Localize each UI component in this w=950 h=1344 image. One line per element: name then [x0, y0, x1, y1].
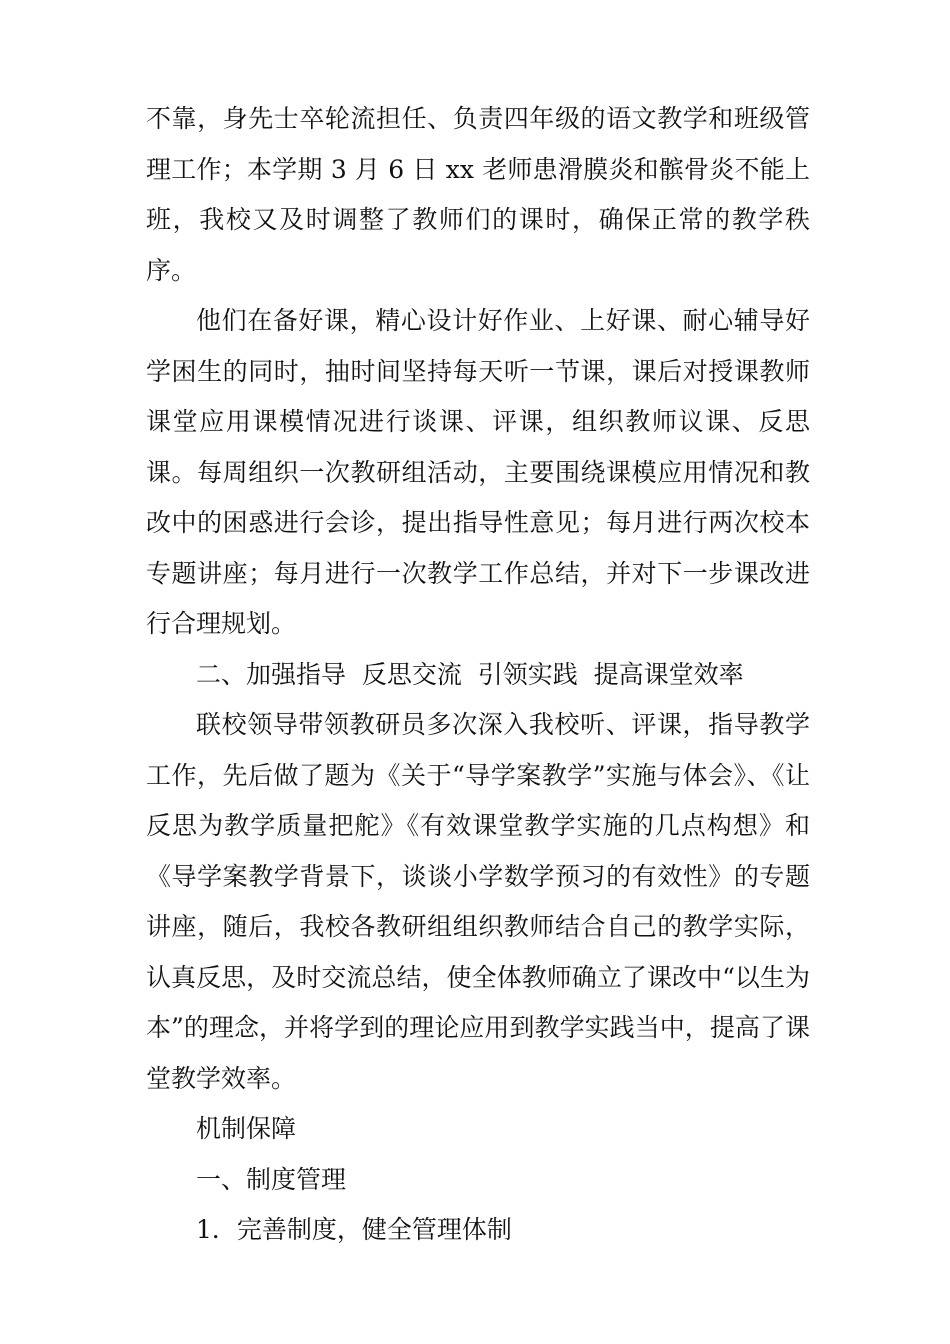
section-heading-system-management: 一、制度管理 — [196, 1164, 347, 1194]
section-heading-mechanism: 机制保障 — [196, 1114, 297, 1143]
section-heading-guidance: 二、加强指导 反思交流 引领实践 提高课堂效率 — [196, 659, 744, 689]
subsection-heading-improve-system: 1．完善制度，健全管理体制 — [196, 1215, 512, 1244]
paragraph-continuation: 不靠，身先士卒轮流担任、负责四年级的语文教学和班级管理工作；本学期 3 月 6 日 xx 老师患滑膜炎和髌骨炎不能上班，我校又及时调整了教师们的课时，确保正常的教学秩序。 — [146, 104, 810, 285]
document-page — [146, 94, 810, 1256]
paragraph-lectures: 联校领导带领教研员多次深入我校听、评课，指导教学工作，先后做了题为《关于“导学案教学”实施与体会》、《让反思为教学质量把舵》《有效课堂教学实施的几点构想》和《导学案教学背景下，谈谈小学数学预习的有效性》的专题讲座，随后，我校各教研组组织教师结合自己的教学实际，认真反思，及时交流总结，使全体教师确立了课改中“以生为本”的理念，并将学到的理论应用到教学实践当中，提高了课堂教学效率。 — [146, 710, 810, 1093]
paragraph-teaching-routine: 他们在备好课，精心设计好作业、上好课、耐心辅导好学困生的同时，抽时间坚持每天听一节课，课后对授课教师课堂应用课模情况进行谈课、评课，组织教师议课、反思课。每周组织一次教研组活动，主要围绕课模应用情况和教改中的困惑进行会诊，提出指导性意见；每月进行两次校本专题讲座；每月进行一次教学工作总结，并对下一步课改进行合理规划。 — [146, 306, 810, 638]
